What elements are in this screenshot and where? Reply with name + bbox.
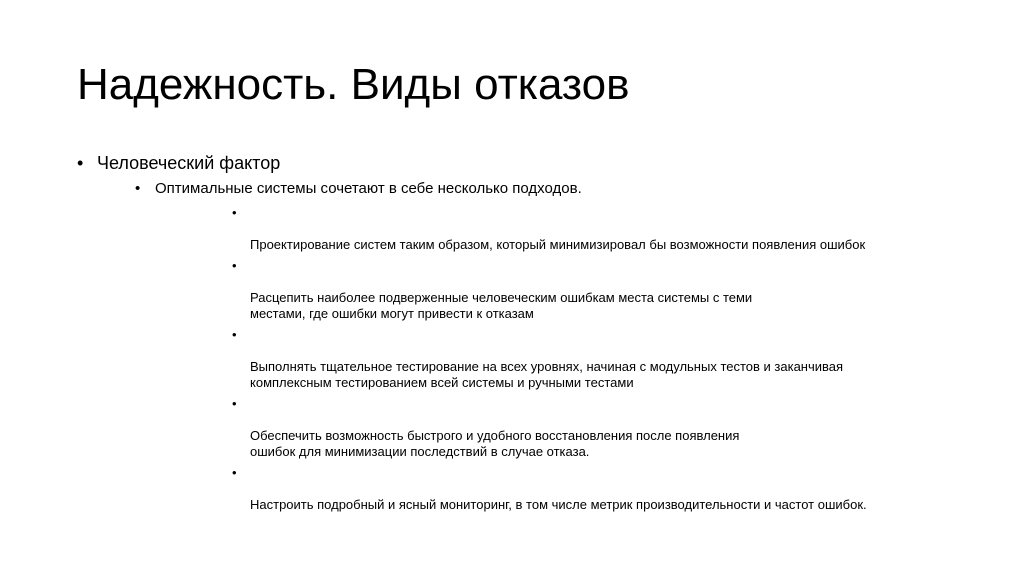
list-item-text: Выполнять тщательное тестирование на всех уровнях, начиная с модульных тестов и заканчивая комплексным тестированием всей системы и ручными тестами: [250, 359, 844, 390]
list-item: [155, 465, 957, 513]
list-item: [155, 205, 957, 253]
bullet-icon: •: [232, 465, 237, 480]
list-item-text: Оптимальные системы сочетают в себе несколько подходов.: [155, 180, 582, 197]
bullet-icon: •: [77, 153, 84, 173]
list-item: [155, 327, 957, 391]
bullet-icon: •: [232, 258, 237, 273]
list-item-text: Обеспечить возможность быстрого и удобного восстановления после появления ошибок для минимизации последствий в случае отказа.: [250, 428, 740, 459]
bullet-icon: •: [232, 396, 237, 411]
list-item: [155, 258, 957, 322]
list-item-approaches: [97, 180, 957, 513]
list-item-text: Настроить подробный и ясный мониторинг, в том числе метрик производительности и частот ошибок.: [250, 497, 867, 512]
list-item-text: Человеческий фактор: [97, 153, 281, 173]
list-item-text: Расцепить наиболее подверженные человеческим ошибкам места системы с теми местами, где ошибки могут привести к отказам: [250, 290, 753, 321]
bullet-icon: •: [135, 180, 141, 197]
list-item-text: Проектирование систем таким образом, который минимизировал бы возможности появления ошибок: [250, 237, 866, 252]
bullet-list-level2: [97, 180, 957, 513]
bullet-list-level1: [77, 152, 957, 513]
slide-content: [77, 152, 957, 518]
list-item-human-factor: [77, 152, 957, 513]
list-item: [155, 396, 957, 460]
bullet-icon: •: [232, 327, 237, 342]
bullet-icon: •: [232, 205, 237, 220]
slide-title: Надежность. Виды отказов: [77, 60, 630, 109]
bullet-list-level3: [155, 205, 957, 513]
